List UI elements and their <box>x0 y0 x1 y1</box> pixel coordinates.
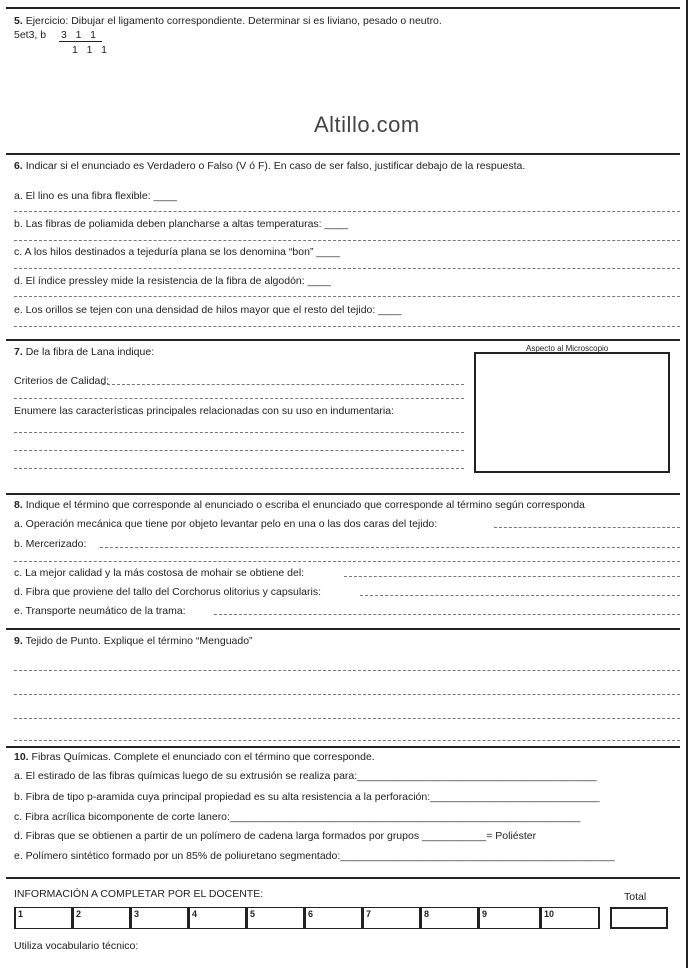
answer-line[interactable] <box>14 296 680 297</box>
question-text: Indicar si el enunciado es Verdadero o Falso (V ó F). En caso de ser falso, justificar debajo de la respuesta. <box>25 160 526 172</box>
grade-cell-number: 10 <box>544 909 555 919</box>
q10-item-c[interactable]: c. Fibra acrílica bicomponente de corte lanero:____________________________________________________________ <box>14 811 581 823</box>
grade-cell-2[interactable] <box>72 907 130 929</box>
question-9 <box>14 635 253 647</box>
section-rule <box>6 493 680 495</box>
answer-line[interactable] <box>344 576 680 577</box>
answer-line[interactable] <box>102 384 464 385</box>
grade-cell-number: 4 <box>192 909 198 919</box>
question-number: 8. <box>14 499 23 511</box>
q10-item-a[interactable]: a. El estirado de las fibras químicas luego de su extrusión se realiza para:_________________________________________ <box>14 770 597 782</box>
answer-line[interactable] <box>14 561 680 562</box>
question-text: Ejercicio: Dibujar el ligamento correspondiente. Determinar si es liviano, pesado o neutro. <box>25 15 442 27</box>
question-text: Indique el término que corresponde al enunciado o escriba el enunciado que corresponde al término según corresponda <box>25 499 585 511</box>
answer-line[interactable] <box>100 547 680 548</box>
question-10 <box>14 751 375 763</box>
q6-item-d[interactable]: d. El índice pressley mide la resistencia de la fibra de algodón: ____ <box>14 275 331 287</box>
q10-item-e[interactable]: e. Polímero sintético formado por un 85% de poliuretano segmentado:_______________________________________________ <box>14 850 615 862</box>
answer-line[interactable] <box>14 268 680 269</box>
question-number: 6. <box>14 160 23 172</box>
grade-cell-10[interactable] <box>540 907 600 929</box>
answer-line[interactable] <box>14 740 680 741</box>
ligament-denominator: 1 1 1 <box>72 44 108 56</box>
grade-cell-1[interactable] <box>14 907 72 929</box>
question-6 <box>14 160 525 172</box>
quality-criteria-label: Criterios de Calidad: <box>14 375 110 387</box>
q8-item-e[interactable]: e. Transporte neumático de la trama: <box>14 605 186 617</box>
grade-cell-number: 3 <box>134 909 140 919</box>
grade-cell-number: 8 <box>424 909 430 919</box>
answer-line[interactable] <box>14 398 464 399</box>
q10-item-b[interactable]: b. Fibra de tipo p-aramida cuya principal propiedad es su alta resistencia a la perforación:_____________________________ <box>14 791 600 803</box>
microscope-label: Aspecto al Microscopio <box>526 344 609 353</box>
section-rule <box>6 339 680 341</box>
section-rule <box>6 746 680 748</box>
watermark-logo: Altillo.com <box>314 112 420 137</box>
question-number: 9. <box>14 635 23 647</box>
grade-cell-4[interactable] <box>188 907 246 929</box>
answer-line[interactable] <box>14 694 680 695</box>
section-rule <box>6 628 680 630</box>
section-rule <box>6 7 680 9</box>
enumerate-label: Enumere las características principales relacionadas con su uso en indumentaria: <box>14 405 394 417</box>
answer-line[interactable] <box>14 240 680 241</box>
ligament-numerator: 3 1 1 <box>59 29 102 42</box>
q8-item-a[interactable]: a. Operación mecánica que tiene por objeto levantar pelo en una o las dos caras del tejido: <box>14 518 438 530</box>
answer-line[interactable] <box>14 450 464 451</box>
question-text: De la fibra de Lana indique: <box>25 346 155 358</box>
q6-item-b[interactable]: b. Las fibras de poliamida deben plancharse a altas temperaturas: ____ <box>14 218 348 230</box>
question-5 <box>14 15 442 27</box>
grade-cell-number: 2 <box>76 909 82 919</box>
question-number: 5. <box>14 15 23 27</box>
grade-cell-7[interactable] <box>362 907 420 929</box>
q8-item-b[interactable]: b. Mercerizado: <box>14 538 87 550</box>
answer-line[interactable] <box>14 211 680 212</box>
question-number: 10. <box>14 751 29 763</box>
q8-item-d[interactable]: d. Fibra que proviene del tallo del Corchorus olitorius y capsularis: <box>14 586 321 598</box>
question-7 <box>14 346 154 358</box>
page-border-right <box>686 0 688 968</box>
vocab-label: Utiliza vocabulario técnico: <box>14 940 139 952</box>
answer-line[interactable] <box>494 527 680 528</box>
question-text: Tejido de Punto. Explique el término “Menguado” <box>25 635 253 647</box>
grade-cell-number: 7 <box>366 909 372 919</box>
section-rule <box>6 153 680 155</box>
teacher-info-title: INFORMACIÓN A COMPLETAR POR EL DOCENTE: <box>14 888 264 900</box>
answer-line[interactable] <box>14 718 680 719</box>
q6-item-c[interactable]: c. A los hilos destinados a tejeduría plana se los denomina “bon” ____ <box>14 246 340 258</box>
question-text: Fibras Químicas. Complete el enunciado con el término que corresponde. <box>31 751 375 763</box>
answer-line[interactable] <box>14 670 680 671</box>
grade-cell-number: 5 <box>250 909 256 919</box>
grade-cell-9[interactable] <box>478 907 540 929</box>
question-8 <box>14 499 585 511</box>
grade-cell-number: 1 <box>18 909 24 919</box>
answer-line[interactable] <box>214 614 680 615</box>
q10-item-d[interactable]: d. Fibras que se obtienen a partir de un polímero de cadena larga formados por grupos ___________= Poliéster <box>14 830 537 842</box>
total-label: Total <box>624 891 647 903</box>
q6-item-a[interactable]: a. El lino es una fibra flexible: ____ <box>14 190 177 202</box>
q6-item-e[interactable]: e. Los orillos se tejen con una densidad de hilos mayor que el resto del tejido: ____ <box>14 304 402 316</box>
grade-cell-5[interactable] <box>246 907 304 929</box>
grade-cell-3[interactable] <box>130 907 188 929</box>
answer-line[interactable] <box>14 432 464 433</box>
ligament-spec: 5et3, b <box>14 29 47 41</box>
q8-item-c[interactable]: c. La mejor calidad y la más costosa de mohair se obtiene del: <box>14 567 305 579</box>
question-number: 7. <box>14 346 23 358</box>
grade-cell-6[interactable] <box>304 907 362 929</box>
microscope-drawing-box[interactable] <box>474 352 670 473</box>
grade-cell-number: 9 <box>482 909 488 919</box>
grade-cell-number: 6 <box>308 909 314 919</box>
total-cell[interactable] <box>610 907 668 929</box>
answer-line[interactable] <box>360 595 680 596</box>
section-rule <box>6 877 680 879</box>
answer-line[interactable] <box>14 326 680 327</box>
grade-cell-8[interactable] <box>420 907 478 929</box>
answer-line[interactable] <box>14 468 464 469</box>
